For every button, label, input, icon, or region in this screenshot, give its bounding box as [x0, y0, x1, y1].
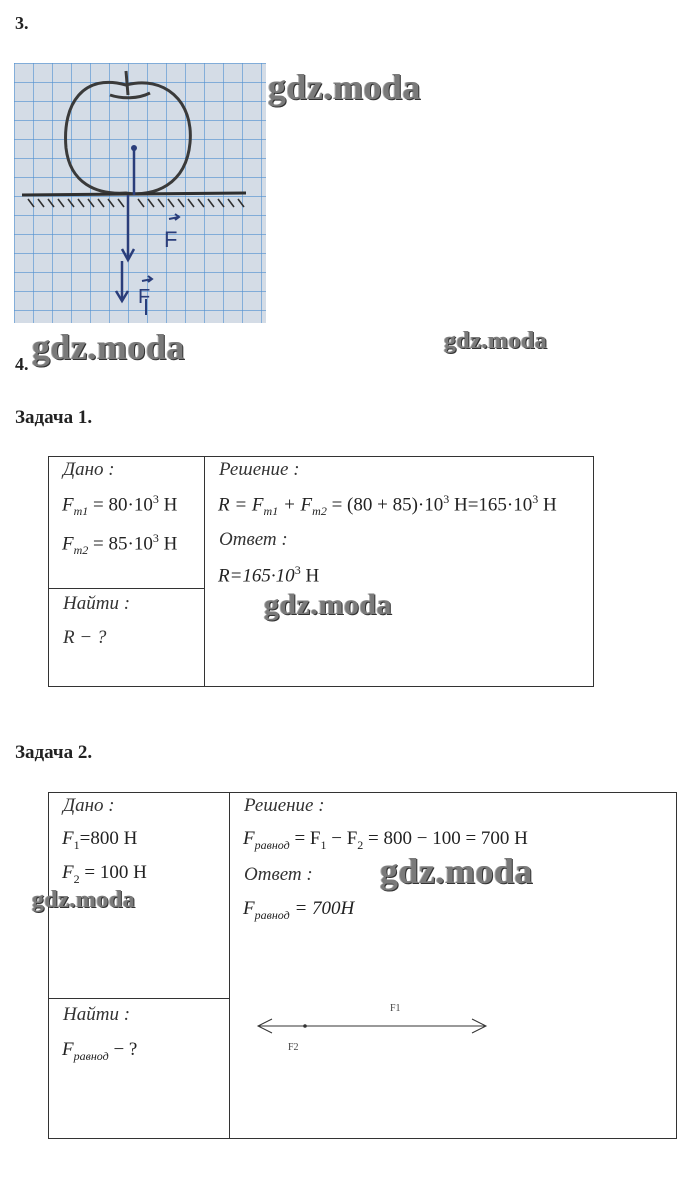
- task-4-number: 4.: [15, 354, 29, 374]
- solution-line: $R = F_{m1} + F_{m2} = (80 + 85)\cdot 10^3$ $H=165\cdot 10^3$ H: [218, 492, 557, 519]
- force-label-lower: F: [138, 286, 151, 308]
- table-divider: [48, 588, 205, 589]
- apple-force-drawing: [14, 63, 266, 323]
- find-label: Найти :: [63, 1004, 131, 1025]
- given-line: $F_{m2} = 85\cdot 10^3$ H: [62, 531, 178, 558]
- problem-2-heading: Задача 2.: [15, 742, 93, 763]
- given-label: Дано :: [63, 459, 115, 480]
- solution-label: Решение :: [244, 795, 325, 816]
- f1-label: F1: [390, 1003, 401, 1014]
- given-label: Дано :: [63, 795, 115, 816]
- given-line: $F_2 = 100$ H: [62, 862, 147, 886]
- find-label: Найти :: [63, 593, 131, 614]
- solution-label: Решение :: [219, 459, 300, 480]
- find-value: R − ?: [63, 627, 107, 648]
- solution-line: $F_{равнод} = F_1 - F_2 = 800 - 100 = 700$ H: [243, 828, 528, 852]
- f2-label: F2: [288, 1042, 299, 1053]
- given-line: $F_{m1} = 80\cdot 10^3$ H: [62, 492, 178, 519]
- table-divider: [204, 456, 205, 686]
- table-divider: [48, 998, 230, 999]
- answer-label: Ответ :: [219, 529, 288, 550]
- task-3-number: 3.: [15, 13, 29, 33]
- watermark: gdz.moda: [380, 851, 534, 891]
- answer-value: $F_{равнод} = 700H$: [243, 898, 355, 922]
- watermark: gdz.moda: [268, 67, 422, 107]
- apple-force-photo: [14, 63, 266, 323]
- find-value: $F_{равнод}$ − ?: [62, 1039, 138, 1063]
- problem-1-table: [48, 456, 594, 687]
- force-diagram: [250, 995, 500, 1055]
- answer-value: $R=165\cdot 10^3$ H: [218, 563, 320, 587]
- watermark: gdz.moda: [444, 328, 548, 354]
- problem-1-heading: Задача 1.: [15, 407, 93, 428]
- table-divider: [229, 792, 230, 1138]
- watermark: gdz.moda: [32, 327, 186, 367]
- watermark: gdz.moda: [32, 887, 136, 913]
- watermark: gdz.moda: [264, 588, 393, 621]
- force-label-upper: F: [164, 227, 178, 252]
- answer-label: Ответ :: [244, 864, 313, 885]
- given-line: $F_1=800$ H: [62, 828, 138, 852]
